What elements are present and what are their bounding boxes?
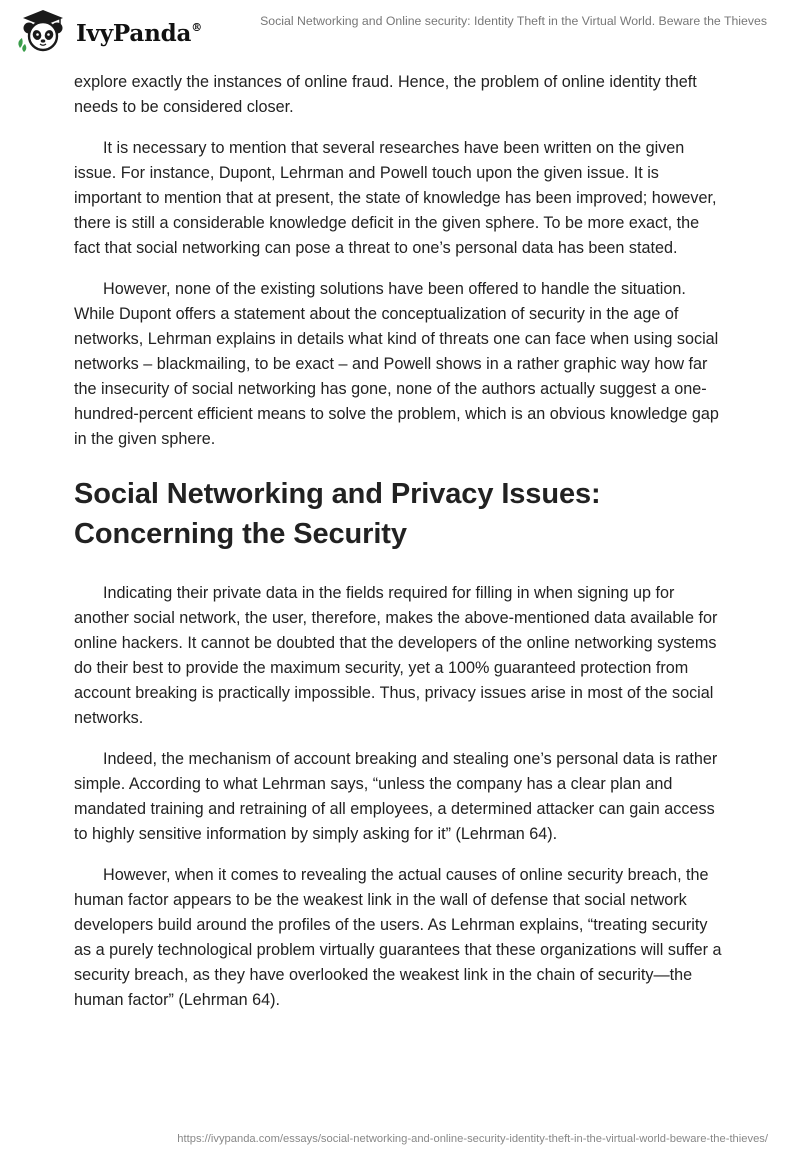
ivypanda-logo[interactable] — [14, 8, 202, 54]
paragraph: Indeed, the mechanism of account breaking and stealing one’s personal data is rather simple. According to what Lehrman says, “unless the company has a clear plan and mandated training and retraining of all employees, a determined attacker can gain access to highly sensitive information by simply asking for it” (Lehrman 64). — [74, 750, 718, 843]
essay-content — [74, 70, 729, 1029]
panda-graduate-icon — [14, 8, 72, 54]
source-url[interactable]: https://ivypanda.com/essays/social-networking-and-online-security-identity-theft-in-the-virtual-world-beware-the-thieves/ — [177, 1133, 768, 1145]
paragraph: It is necessary to mention that several researches have been written on the given issue. For instance, Dupont, Lehrman and Powell touch upon the given issue. It is important to mention that at present, the state of knowledge has been improved; however, there is still a considerable knowledge deficit in the given sphere. To be more exact, the fact that social networking can pose a threat to one’s personal data has been stated. — [74, 139, 717, 257]
document-title: Social Networking and Online security: Identity Theft in the Virtual World. Beware the Thieves — [260, 14, 767, 28]
section-heading: Social Networking and Privacy Issues: Concerning the Security — [74, 478, 601, 550]
paragraph: However, when it comes to revealing the actual causes of online security breach, the human factor appears to be the weakest link in the wall of defense that social network developers build around the profiles of the users. As Lehrman explains, “treating security as a purely technological problem virtually guarantees that these organizations will suffer a security breach, as they have overlooked the weakest link in the chain of security—the human factor” (Lehrman 64). — [74, 866, 722, 1009]
paragraph: However, none of the existing solutions have been offered to handle the situation. While Dupont offers a statement about the conceptualization of security in the age of networks, Lehrman explains in details what kind of threats one can face when using social networks – blackmailing, to be exact – and Powell shows in a rather graphic way how far the insecurity of social networking has gone, none of the authors actually suggest a one-hundred-percent efficient means to solve the problem, which is an obvious knowledge gap in the given sphere. — [74, 280, 719, 448]
page-header — [0, 0, 800, 60]
paragraph: Indicating their private data in the fields required for filling in when signing up for another social network, the user, therefore, makes the above-mentioned data available for online hackers. It cannot be doubted that the developers of the online networking systems do their best to provide the maximum security, yet a 100% guaranteed protection from account breaking is practically impossible. Thus, privacy issues arise in most of the social networks. — [74, 584, 718, 727]
paragraph: explore exactly the instances of online fraud. Hence, the problem of online identity theft needs to be considered closer. — [74, 73, 697, 116]
brand-name: IvyPanda® — [76, 19, 202, 47]
